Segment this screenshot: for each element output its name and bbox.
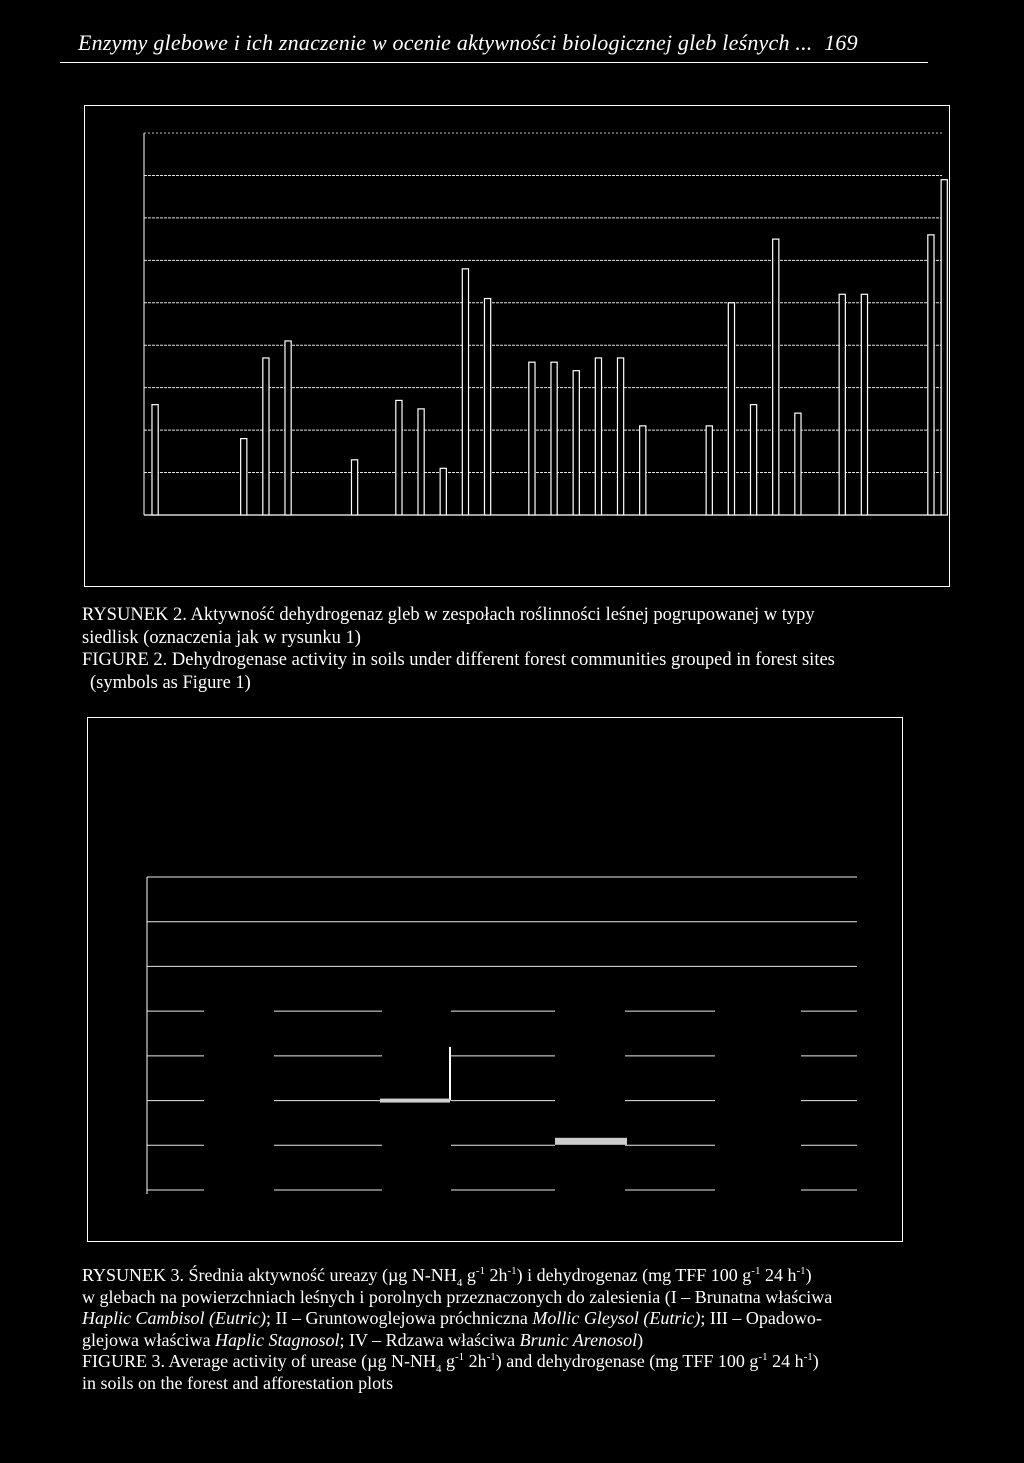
figure-2-caption-en-cont: (symbols as Figure 1): [90, 672, 251, 693]
figure-3-caption-en-line-1: [82, 1351, 982, 1373]
figure-2-caption-pl: RYSUNEK 2. Aktywność dehydrogenaz gleb w zespołach roślinności leśnej pogrupowanej w typy: [82, 605, 815, 625]
caption-text: g: [462, 1265, 476, 1285]
caption-text: 24 h: [767, 1351, 804, 1371]
bar: [440, 468, 446, 515]
bar: [555, 1138, 627, 1145]
caption-subscript: 4: [435, 1363, 442, 1375]
caption-subscript: 4: [456, 1277, 463, 1289]
caption-italic: Mollic Gleysol (Eutric): [532, 1308, 701, 1328]
bar: [573, 371, 579, 515]
figure-3-caption-pl-line-2: w glebach na powierzchniach leśnych i porolnych przeznaczonych do zalesienia (I – Brunatna właściwa: [82, 1286, 833, 1307]
figure-3-caption-pl-line-3: [82, 1308, 982, 1330]
page-number: 169: [824, 30, 858, 55]
caption-text: 2h: [464, 1351, 487, 1371]
caption-superscript: -1: [751, 1265, 761, 1277]
caption-text: 2h: [484, 1265, 508, 1285]
caption-superscript: -1: [803, 1351, 813, 1363]
figure-3-caption: [82, 1265, 982, 1394]
caption-text: RYSUNEK 3. Średnia aktywność ureazy (µg N-NH: [82, 1265, 457, 1285]
figure-3-chart: [87, 717, 903, 1242]
bar: [795, 413, 801, 515]
figure-3-caption-pl-line-4: [82, 1330, 982, 1352]
caption-text: 24 h: [760, 1265, 797, 1285]
figure-2-caption-pl-cont: siedlisk (oznaczenia jak w rysunku 1): [82, 627, 361, 648]
caption-text: ): [637, 1329, 644, 1350]
caption-text: g: [441, 1351, 455, 1371]
caption-italic: Brunic Arenosol: [519, 1329, 638, 1350]
header-rule: [60, 62, 928, 63]
caption-text: ; III – Opadowo-: [700, 1308, 822, 1328]
bar: [152, 405, 158, 515]
caption-text: glejowa właściwa: [82, 1329, 215, 1350]
bar: [396, 400, 402, 515]
caption-superscript: -1: [486, 1351, 496, 1363]
bar: [861, 294, 867, 515]
bar: [595, 358, 601, 515]
caption-superscript: -1: [796, 1265, 806, 1277]
bar: [529, 362, 535, 515]
caption-text: ): [805, 1265, 812, 1285]
running-head: [78, 30, 958, 56]
bar: [941, 180, 947, 515]
caption-italic: Haplic Stagnosol: [214, 1329, 340, 1350]
running-title: Enzymy glebowe i ich znaczenie w ocenie aktywności biologicznej gleb leśnych ...: [78, 30, 813, 55]
caption-text: ; IV – Rdzawa właściwa: [339, 1329, 520, 1350]
caption-italic: Haplic Cambisol (Eutric): [82, 1308, 266, 1328]
caption-superscript: -1: [758, 1351, 768, 1363]
figure-3-caption-pl-line-1: [82, 1265, 982, 1287]
bar: [551, 362, 557, 515]
figure-2-chart: [84, 105, 950, 587]
caption-text: ; II – Gruntowoglejowa próchniczna: [265, 1308, 533, 1328]
bar: [380, 1099, 450, 1103]
bar: [484, 299, 490, 515]
figure-2-caption-en: FIGURE 2. Dehydrogenase activity in soils under different forest communities grouped in forest sites: [82, 650, 835, 670]
bar: [263, 358, 269, 515]
caption-text: ) and dehydrogenase (mg TFF 100 g: [495, 1351, 759, 1371]
bar: [750, 405, 756, 515]
bar: [617, 358, 623, 515]
caption-text: ) i dehydrogenaz (mg TFF 100 g: [516, 1265, 752, 1285]
bar: [773, 239, 779, 515]
caption-superscript: -1: [454, 1351, 465, 1363]
bar: [418, 409, 424, 515]
bar: [928, 235, 934, 515]
bar: [241, 439, 247, 515]
figure-3-caption-en-line-2: in soils on the forest and afforestation plots: [82, 1372, 394, 1393]
bar: [462, 269, 468, 515]
bar: [640, 426, 646, 515]
bar: [728, 303, 734, 515]
bar: [706, 426, 712, 515]
bar: [839, 294, 845, 515]
bar: [285, 341, 291, 515]
caption-text: ): [812, 1351, 819, 1371]
caption-text: FIGURE 3. Average activity of urease (µg N-NH: [82, 1351, 436, 1371]
figure-2-caption: [82, 604, 982, 694]
caption-superscript: -1: [507, 1265, 517, 1277]
bar: [351, 460, 357, 515]
caption-superscript: -1: [475, 1265, 485, 1277]
